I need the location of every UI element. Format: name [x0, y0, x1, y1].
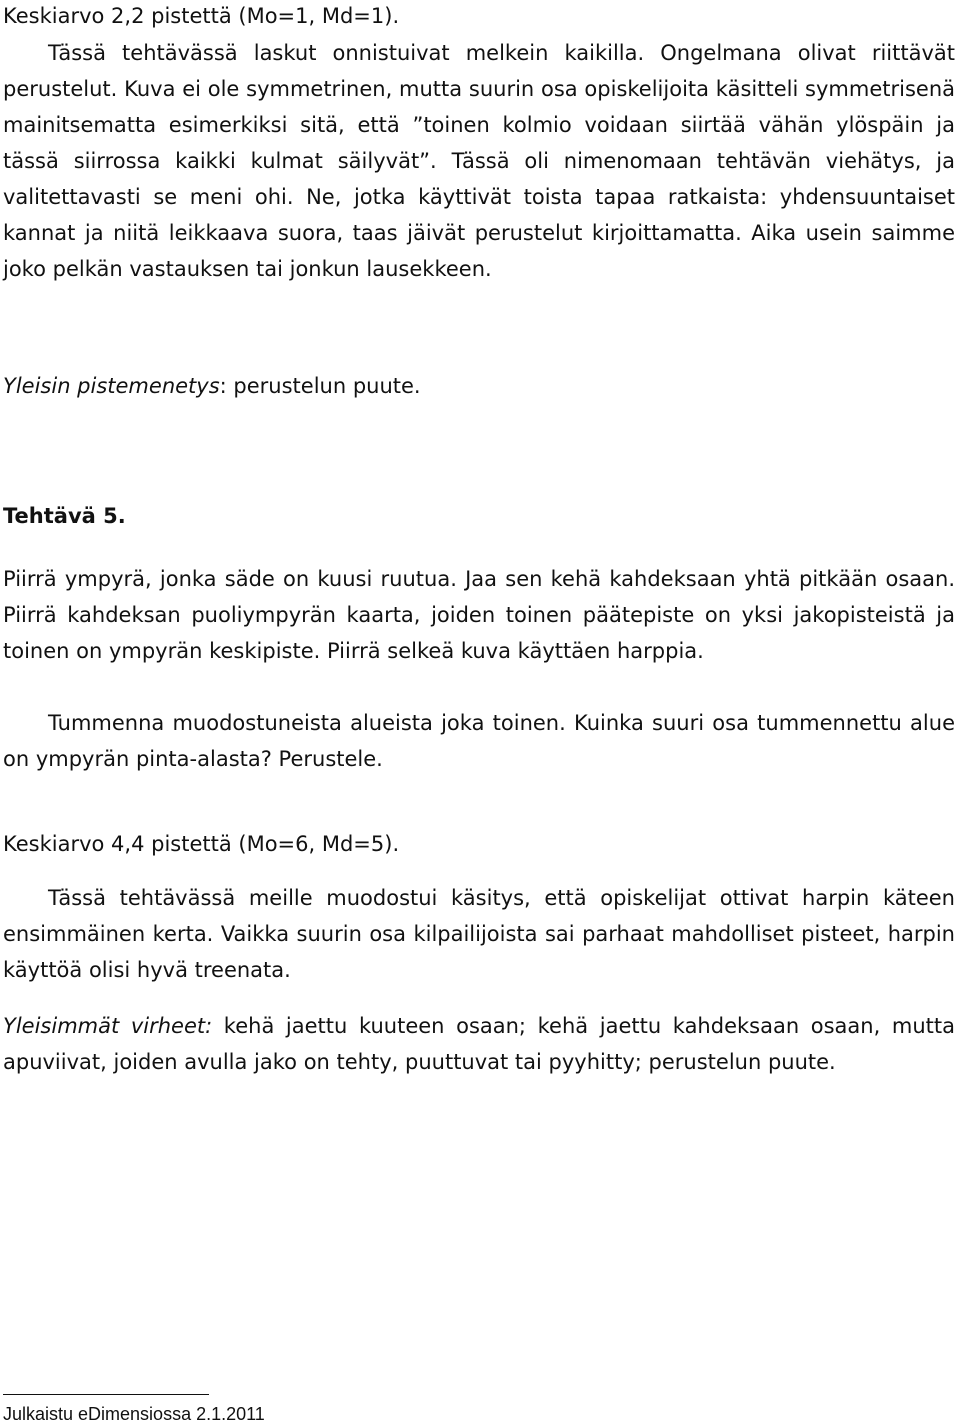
task-instruction-1: Piirrä ympyrä, jonka säde on kuusi ruutua. Jaa sen kehä kahdeksaan yhtä pitkään osaan. Piirrä kahdeksan puoliympyrän kaarta, joiden toinen päätepiste on yksi jakopisteistä ja toinen on ympyrän keskipiste. Piirrä selkeä kuva käyttäen harppia.	[3, 567, 955, 663]
average-line-2: Keskiarvo 4,4 pistettä (Mo=6, Md=5).	[3, 832, 400, 856]
common-loss-line	[3, 368, 421, 404]
common-errors-paragraph	[3, 1008, 955, 1080]
commentary-paragraph-1: Tässä tehtävässä laskut onnistuivat melkein kaikilla. Ongelmana olivat riittävät perustelut. Kuva ei ole symmetrinen, mutta suurin osa opiskelijoita käsitteli symmetrisenä mainitsematta esimerkiksi sitä, että ”toinen kolmio voidaan siirtää vähän ylöspäin ja tässä siirrossa kaikki kulmat säilyvät”. Tässä oli nimenomaan tehtävän viehätys, ja valitettavasti se meni ohi. Ne, jotka käyttivät toista tapaa ratkaista: yhdensuuntaiset kannat ja niitä leikkaava suora, taas jäivät perustelut kirjoittamatta. Aika usein saimme joko pelkän vastauksen tai jonkun lausekkeen.	[3, 41, 955, 281]
common-errors-text: kehä jaettu kuuteen osaan; kehä jaettu kahdeksaan osaan, mutta apuviivat, joiden avulla jako on tehty, puuttuvat tai pyyhitty; perustelun puute.	[3, 1014, 955, 1074]
task-heading: Tehtävä 5.	[3, 504, 126, 528]
commentary-paragraph-2: Tässä tehtävässä meille muodostui käsitys, että opiskelijat ottivat harpin käteen ensimmäinen kerta. Vaikka suurin osa kilpailijoista sai parhaat mahdolliset pisteet, harpin käyttöä olisi hyvä treenata.	[3, 886, 955, 982]
publication-footer: Julkaistu eDimensiossa 2.1.2011	[3, 1404, 265, 1424]
common-loss-text: : perustelun puute.	[219, 374, 421, 398]
average-line-1: Keskiarvo 2,2 pistettä (Mo=1, Md=1).	[3, 4, 400, 28]
task-instruction-2: Tummenna muodostuneista alueista joka toinen. Kuinka suuri osa tummennettu alue on ympyrän pinta-alasta? Perustele.	[3, 711, 955, 771]
common-loss-label: Yleisin pistemenetys	[3, 374, 220, 398]
common-errors-label: Yleisimmät virheet:	[3, 1014, 213, 1038]
footer-rule	[3, 1394, 209, 1395]
